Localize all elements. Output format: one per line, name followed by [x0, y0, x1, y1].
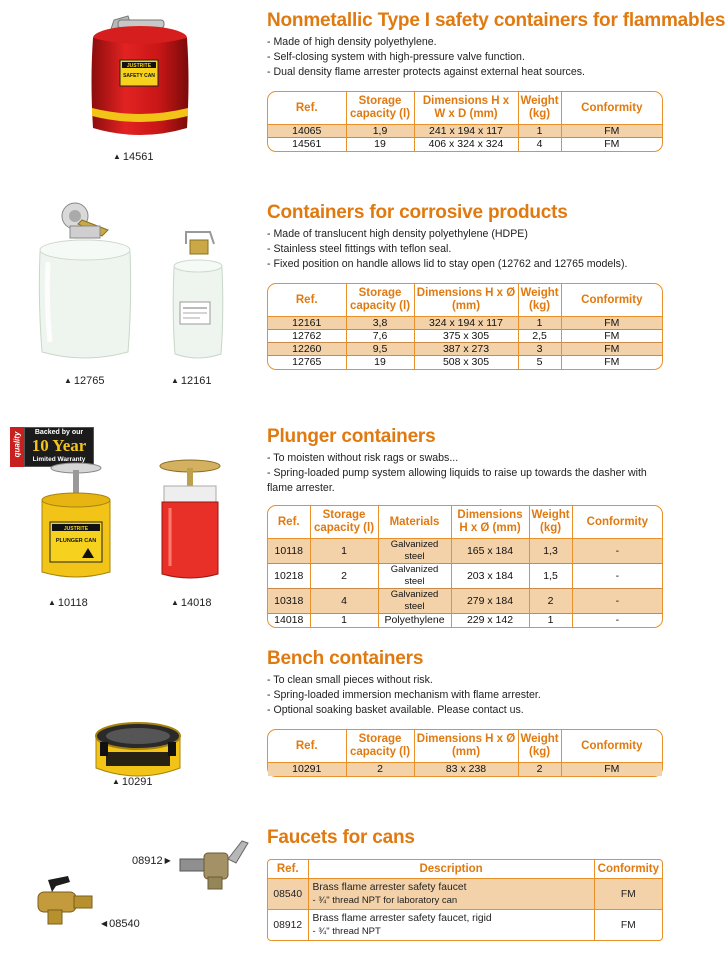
- description-line1: Brass flame arrester safety faucet, rigid: [312, 913, 492, 924]
- table-row: [268, 356, 662, 369]
- cell-ref: 10218: [268, 564, 310, 589]
- caption-14561: ▲ 14561: [113, 151, 154, 163]
- cell-weight: 1: [529, 614, 572, 627]
- cell-weight: 2: [529, 589, 572, 614]
- header-capacity: Storage capacity (l): [346, 730, 414, 763]
- section-faucets: [0, 827, 669, 957]
- header-capacity: Storage capacity (l): [310, 506, 378, 539]
- cell-ref: 10118: [268, 539, 310, 564]
- cell-capacity: 9,5: [346, 343, 414, 356]
- cell-ref: 10318: [268, 589, 310, 614]
- cell-capacity: 19: [346, 356, 414, 369]
- caption-10291: ▲ 10291: [112, 776, 153, 788]
- cell-ref: 14065: [268, 125, 346, 138]
- section-content: [267, 202, 663, 370]
- header-conformity: Conformity: [561, 730, 662, 763]
- header-capacity: Storage capacity (l): [346, 284, 414, 317]
- cell-conformity: FM: [561, 330, 662, 343]
- section-content: [267, 648, 663, 777]
- bullet-item: - Fixed position on handle allows lid to stay open (12762 and 12765 models).: [267, 258, 628, 270]
- table-row: [268, 879, 662, 910]
- caption-08540: ◀ 08540: [101, 918, 140, 930]
- cell-conformity: FM: [594, 910, 662, 941]
- cell-weight: 2: [518, 763, 561, 776]
- yellow-bench-can-image: [88, 706, 188, 786]
- description-line1: Brass flame arrester safety faucet: [312, 882, 467, 893]
- header-dimensions: Dimensions H x W x D (mm): [414, 92, 518, 125]
- header-ref: Ref.: [268, 284, 346, 317]
- cell-conformity: FM: [594, 879, 662, 910]
- can-label-brand: JUSTRITE: [126, 63, 152, 69]
- bullet-item: - To clean small pieces without risk.: [267, 674, 433, 686]
- table-row: [268, 763, 662, 776]
- cell-conformity: FM: [561, 125, 662, 138]
- cell-conformity: -: [572, 539, 662, 564]
- table-row: [268, 614, 662, 627]
- triangle-right-icon: ▶: [164, 856, 171, 865]
- spec-table: [267, 91, 663, 152]
- cell-capacity: 2: [310, 564, 378, 589]
- cell-ref: 08540: [268, 879, 308, 910]
- section-title: Nonmetallic Type I safety containers for flammables: [267, 10, 725, 31]
- bullet-item: - Self-closing system with high-pressure valve function.: [267, 51, 525, 63]
- bullet-item: - Stainless steel fittings with teflon seal.: [267, 243, 452, 255]
- cell-conformity: -: [572, 589, 662, 614]
- header-ref: Ref.: [268, 92, 346, 125]
- header-description: Description: [308, 860, 594, 879]
- cell-dimensions: 241 x 194 x 117: [414, 125, 518, 138]
- cell-conformity: -: [572, 564, 662, 589]
- plunger-label-brand: JUSTRITE: [63, 526, 89, 532]
- caption-12765: ▲ 12765: [64, 375, 105, 387]
- section-title: Containers for corrosive products: [267, 202, 568, 223]
- cell-material: Galvanized steel: [378, 564, 451, 589]
- caption-10118: ▲ 10118: [48, 597, 88, 609]
- red-safety-can-image: [70, 10, 210, 140]
- table-row: [268, 125, 662, 138]
- cell-weight: 1,5: [529, 564, 572, 589]
- cell-dimensions: 406 x 324 x 324: [414, 138, 518, 151]
- cell-ref: 14561: [268, 138, 346, 151]
- cell-dimensions: 508 x 305: [414, 356, 518, 369]
- triangle-icon: ▲: [64, 376, 72, 385]
- cell-ref: 12161: [268, 317, 346, 330]
- section-title: Plunger containers: [267, 426, 436, 447]
- table-row: [268, 539, 662, 564]
- warranty-side-text: quality: [12, 431, 22, 458]
- header-weight: Weight (kg): [529, 506, 572, 539]
- bullet-item: - Optional soaking basket available. Please contact us.: [267, 704, 524, 716]
- cell-ref: 14018: [268, 614, 310, 627]
- cell-weight: 1,3: [529, 539, 572, 564]
- header-conformity: Conformity: [594, 860, 662, 879]
- cell-dimensions: 279 x 184: [451, 589, 529, 614]
- cell-dimensions: 387 x 273: [414, 343, 518, 356]
- section-plunger: [0, 426, 669, 627]
- section-bench: [0, 648, 669, 798]
- description-line2: - ¾" thread NPT: [312, 926, 381, 937]
- image-column: [0, 10, 260, 170]
- cell-ref: 12765: [268, 356, 346, 369]
- table-row: [268, 910, 662, 941]
- section-corrosive: [0, 202, 669, 392]
- caption-08912: 08912 ▶: [132, 855, 171, 867]
- cell-weight: 5: [518, 356, 561, 369]
- section-title: Faucets for cans: [267, 827, 415, 848]
- section-flammables: [0, 10, 725, 170]
- cell-conformity: FM: [561, 317, 662, 330]
- cell-weight: 1: [518, 125, 561, 138]
- bullet-list: [267, 35, 663, 80]
- bullet-list: [267, 227, 663, 272]
- cell-capacity: 4: [310, 589, 378, 614]
- cell-capacity: 1: [310, 614, 378, 627]
- header-dimensions: Dimensions H x Ø (mm): [451, 506, 529, 539]
- triangle-icon: ▲: [112, 777, 120, 786]
- header-conformity: Conformity: [561, 92, 662, 125]
- bullet-item: - Dual density flame arrester protects against external heat sources.: [267, 66, 585, 78]
- header-ref: Ref.: [268, 730, 346, 763]
- cell-dimensions: 229 x 142: [451, 614, 529, 627]
- cell-capacity: 1,9: [346, 125, 414, 138]
- header-dimensions: Dimensions H x Ø (mm): [414, 284, 518, 317]
- bullet-item: - Made of translucent high density polyethylene (HDPE): [267, 228, 528, 240]
- bullet-item: - To moisten without risk rags or swabs...: [267, 452, 459, 464]
- triangle-left-icon: ◀: [101, 919, 108, 928]
- header-ref: Ref.: [268, 506, 310, 539]
- triangle-icon: ▲: [48, 598, 56, 607]
- cell-capacity: 19: [346, 138, 414, 151]
- table-row: [268, 343, 662, 356]
- cell-conformity: FM: [561, 138, 662, 151]
- header-capacity: Storage capacity (l): [346, 92, 414, 125]
- image-column: [0, 827, 260, 957]
- cell-description: [308, 879, 594, 910]
- cell-conformity: FM: [561, 763, 662, 776]
- cell-conformity: -: [572, 614, 662, 627]
- section-title: Bench containers: [267, 648, 424, 669]
- plunger-label-text: PLUNGER CAN: [55, 538, 97, 544]
- cell-ref: 08912: [268, 910, 308, 941]
- table-row: [268, 589, 662, 614]
- table-row: [268, 330, 662, 343]
- faucet-rigid-image: [176, 833, 256, 893]
- header-weight: Weight (kg): [518, 284, 561, 317]
- triangle-icon: ▲: [171, 598, 179, 607]
- cell-weight: 3: [518, 343, 561, 356]
- triangle-icon: ▲: [171, 376, 179, 385]
- bullet-item-wrap: - Spring-loaded pump system allowing liquids to raise up towards the dasher with flame arrester.: [267, 467, 647, 494]
- spec-table: [267, 729, 663, 777]
- header-weight: Weight (kg): [518, 730, 561, 763]
- cell-dimensions: 324 x 194 x 117: [414, 317, 518, 330]
- table-row: [268, 138, 662, 151]
- header-materials: Materials: [378, 506, 451, 539]
- cell-capacity: 1: [310, 539, 378, 564]
- section-content: [267, 10, 725, 152]
- bullet-item: - Spring-loaded immersion mechanism with flame arrester.: [267, 689, 541, 701]
- section-content: [267, 827, 663, 941]
- caption-14018: ▲ 14018: [171, 597, 212, 609]
- cell-dimensions: 165 x 184: [451, 539, 529, 564]
- faucet-table: [267, 859, 663, 941]
- cell-weight: 1: [518, 317, 561, 330]
- spec-table: [267, 283, 663, 370]
- cell-conformity: FM: [561, 343, 662, 356]
- warranty-big: 10 Year: [31, 436, 87, 455]
- cell-ref: 12260: [268, 343, 346, 356]
- table-row: [268, 317, 662, 330]
- cell-conformity: FM: [561, 356, 662, 369]
- cell-capacity: 2: [346, 763, 414, 776]
- section-content: [267, 426, 663, 628]
- cell-ref: 10291: [268, 763, 346, 776]
- white-corrosive-can-large-image: [30, 202, 140, 367]
- triangle-icon: ▲: [113, 152, 121, 161]
- header-dimensions: Dimensions H x Ø (mm): [414, 730, 518, 763]
- cell-material: Galvanized steel: [378, 589, 451, 614]
- spec-table: [267, 505, 663, 628]
- bullet-list: [267, 673, 663, 718]
- header-conformity: Conformity: [572, 506, 662, 539]
- header-conformity: Conformity: [561, 284, 662, 317]
- description-line2: - ¾" thread NPT for laboratory can: [312, 895, 458, 906]
- bullet-item: - Made of high density polyethylene.: [267, 36, 437, 48]
- cell-dimensions: 203 x 184: [451, 564, 529, 589]
- image-column: [0, 202, 260, 392]
- cell-capacity: 3,8: [346, 317, 414, 330]
- can-label-text: SAFETY CAN: [123, 73, 155, 79]
- bullet-list: [0, 451, 663, 466]
- warranty-line3: Limited Warranty: [32, 456, 86, 463]
- header-ref: Ref.: [268, 860, 308, 879]
- cell-capacity: 7,6: [346, 330, 414, 343]
- faucet-lab-image: [28, 872, 108, 932]
- header-weight: Weight (kg): [518, 92, 561, 125]
- cell-weight: 4: [518, 138, 561, 151]
- table-row: [268, 564, 662, 589]
- image-column: [0, 648, 260, 798]
- cell-dimensions: 375 x 305: [414, 330, 518, 343]
- cell-material: Polyethylene: [378, 614, 451, 627]
- cell-description: [308, 910, 594, 941]
- caption-12161: ▲ 12161: [171, 375, 212, 387]
- cell-dimensions: 83 x 238: [414, 763, 518, 776]
- warranty-line1: Backed by our: [34, 429, 84, 436]
- cell-material: Galvanized steel: [378, 539, 451, 564]
- white-corrosive-can-small-image: [168, 224, 228, 364]
- cell-ref: 12762: [268, 330, 346, 343]
- cell-weight: 2,5: [518, 330, 561, 343]
